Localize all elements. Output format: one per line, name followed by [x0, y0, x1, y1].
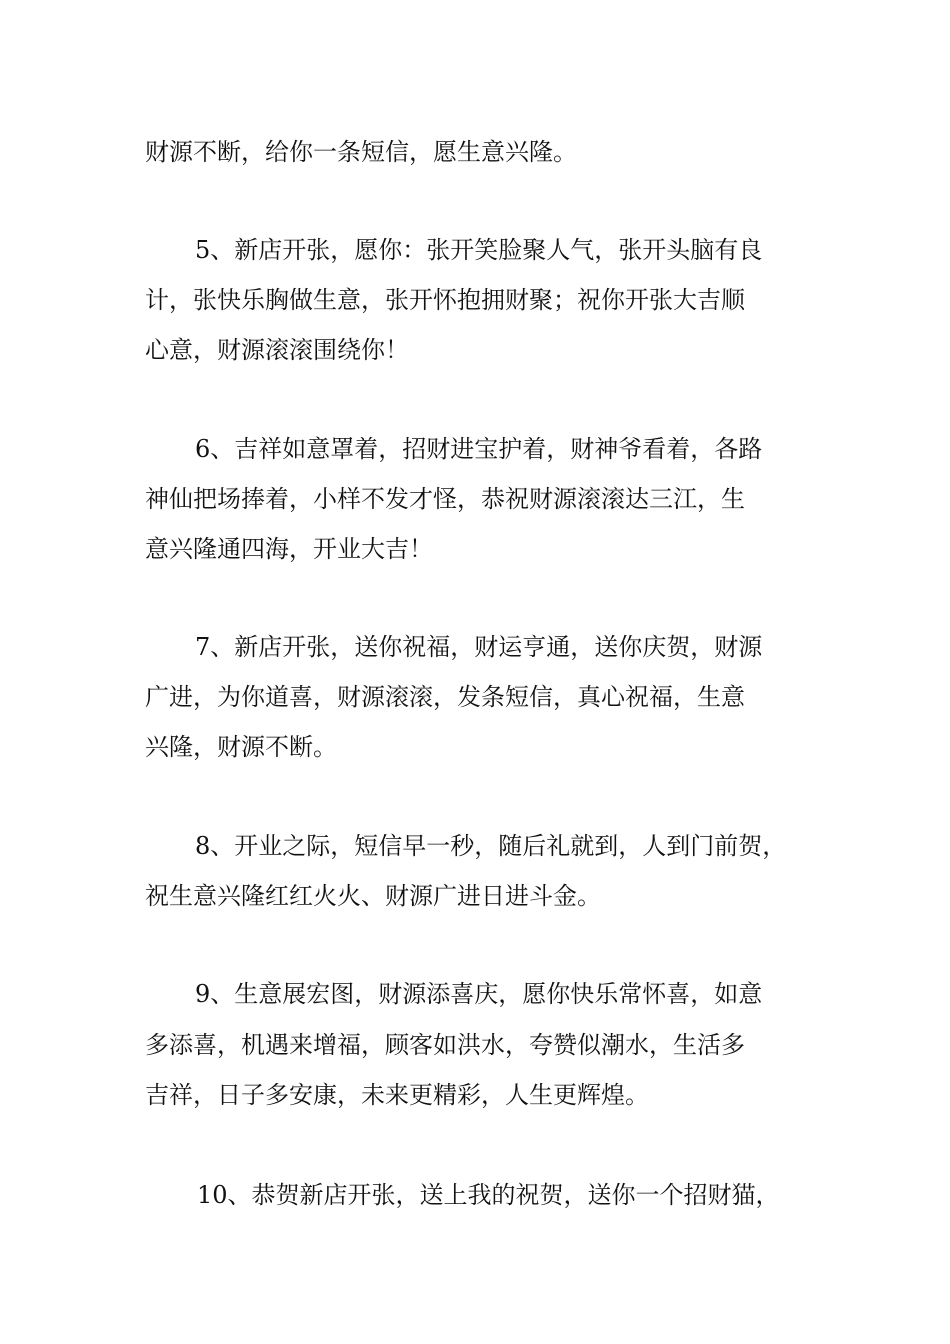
item-6-line-1: 6、吉祥如意罩着，招财进宝护着，财神爷看着，各路 — [195, 435, 763, 463]
item-8-line-1: 8、开业之际，短信早一秒，随后礼就到，人到门前贺， — [195, 832, 787, 860]
paragraph-4-line-3: 财源不断，给你一条短信，愿生意兴隆。 — [145, 138, 577, 166]
item-5-line-1: 5、新店开张，愿你：张开笑脸聚人气，张开头脑有良 — [195, 236, 763, 264]
item-7-line-2: 广进，为你道喜，财源滚滚，发条短信，真心祝福，生意 — [145, 683, 745, 711]
item-9-line-2: 多添喜，机遇来增福，顾客如洪水，夸赞似潮水，生活多 — [145, 1031, 745, 1059]
item-6-line-3: 意兴隆通四海，开业大吉！ — [145, 535, 433, 563]
item-6-line-2: 神仙把场捧着，小样不发才怪，恭祝财源滚滚达三江，生 — [145, 485, 745, 513]
item-9-line-3: 吉祥，日子多安康，未来更精彩，人生更辉煌。 — [145, 1081, 649, 1109]
item-7-line-1: 7、新店开张，送你祝福，财运亨通，送你庆贺，财源 — [195, 633, 763, 661]
item-10-line-1: 10、恭贺新店开张，送上我的祝贺，送你一个招财猫， — [197, 1181, 780, 1209]
item-7-line-3: 兴隆，财源不断。 — [145, 733, 337, 761]
item-5-line-2: 计，张快乐胸做生意，张开怀抱拥财聚；祝你开张大吉顺 — [145, 286, 745, 314]
item-5-line-3: 心意，财源滚滚围绕你！ — [145, 336, 409, 364]
item-9-line-1: 9、生意展宏图，财源添喜庆，愿你快乐常怀喜，如意 — [195, 980, 763, 1008]
item-8-line-2: 祝生意兴隆红红火火、财源广进日进斗金。 — [145, 882, 601, 910]
